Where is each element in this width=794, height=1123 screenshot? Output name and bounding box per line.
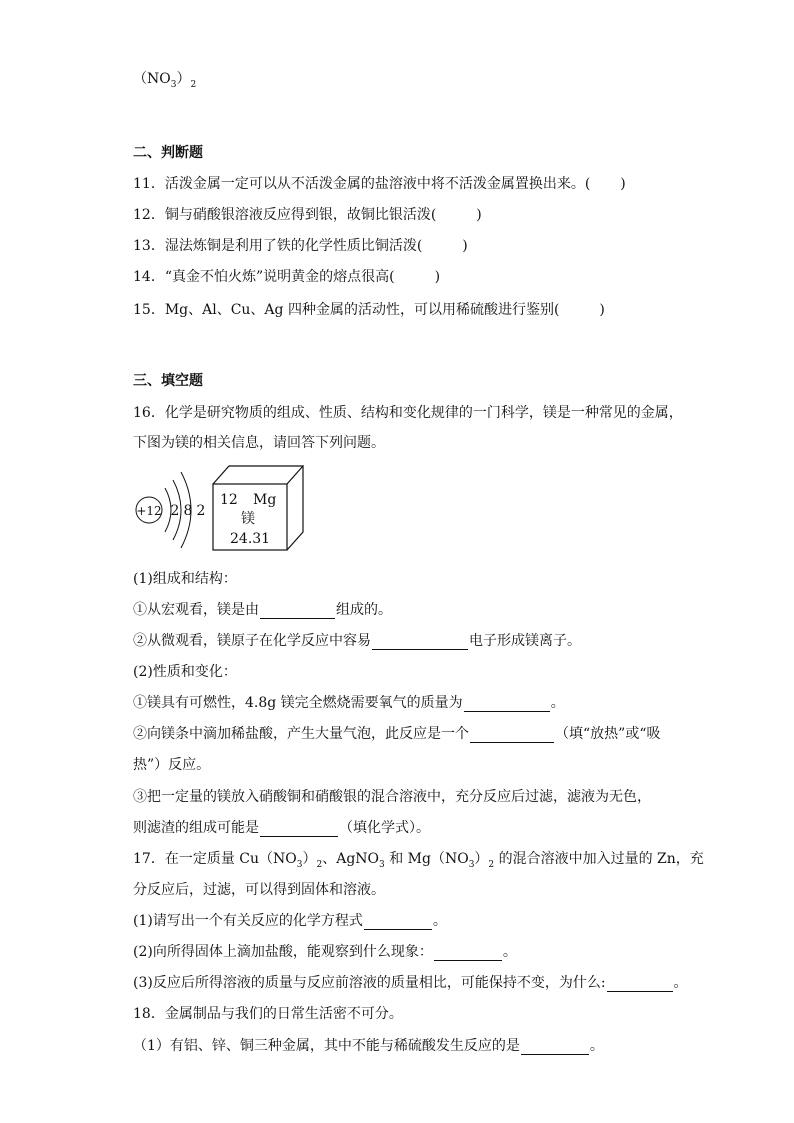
judge-close: ) — [599, 302, 605, 318]
judge-text: 11．活泼金属一定可以从不活泼金属的盐溶液中将不活泼金属置换出来。( — [133, 176, 591, 192]
q18-sub1 — [133, 1035, 604, 1055]
element-symbol: Mg — [253, 492, 277, 508]
fragment-sub2: 2 — [190, 79, 197, 90]
judge-close: ) — [462, 238, 468, 254]
q17-text: ） — [302, 851, 317, 867]
section-judge-title: 二、判断题 — [133, 145, 203, 161]
q17-text: ） — [474, 851, 489, 867]
q16-part1-title: (1)组成和结构： — [133, 571, 237, 587]
q16-part2b-end: （填“放热”或“吸 — [555, 726, 661, 742]
judge-close: ) — [476, 207, 482, 223]
judge-text: 15．Mg、Al、Cu、Ag 四种金属的活动性，可以用稀硫酸进行鉴别( — [133, 302, 560, 318]
answer-blank[interactable] — [260, 602, 335, 619]
q16-part2c-line2 — [133, 817, 430, 837]
judge-item-13 — [133, 235, 468, 255]
shell-1-electrons: 2 — [170, 503, 180, 519]
q16-part1a-end: 组成的。 — [336, 602, 392, 618]
q17-sub: 3 — [379, 859, 385, 870]
q16-part2b-cont: 热”）反应。 — [133, 757, 211, 773]
q16-part2b — [133, 723, 660, 743]
judge-item-12 — [133, 204, 482, 224]
fragment-text: （NO — [133, 71, 171, 87]
answer-blank[interactable] — [372, 633, 468, 650]
q17-sub2-end: 。 — [502, 944, 517, 960]
q16-stem-line2: 下图为镁的相关信息，请回答下列问题。 — [133, 435, 385, 451]
q17-text: 17．在一定质量 Cu（NO — [133, 851, 297, 867]
q16-part1b-end: 电子形成镁离子。 — [469, 633, 581, 649]
q16-part2-title: (2)性质和变化： — [133, 664, 237, 680]
q16-part1a-text: ①从宏观看，镁是由 — [133, 602, 259, 618]
q17-sub: 2 — [488, 859, 495, 870]
atomic-number: 12 — [220, 492, 238, 508]
q16-part2a-end: 。 — [550, 695, 565, 711]
q17-sub3-end: 。 — [673, 975, 688, 991]
atomic-mass: 24.31 — [230, 531, 271, 547]
q17-sub2 — [133, 941, 517, 961]
q16-stem-line1: 16．化学是研究物质的组成、性质、结构和变化规律的一门科学，镁是一种常见的金属， — [133, 405, 683, 421]
answer-blank[interactable] — [521, 1038, 589, 1055]
magnesium-info-figure — [133, 462, 313, 557]
judge-item-11 — [133, 173, 626, 193]
top-formula-fragment — [133, 68, 196, 90]
q16-part2b-text: ②向镁条中滴加稀盐酸，产生大量气泡，此反应是一个 — [133, 726, 469, 742]
q17-sub: 2 — [316, 859, 323, 870]
q17-stem-line1 — [133, 848, 704, 870]
q16-part2c-line1: ③把一定量的镁放入硝酸铜和硝酸银的混合溶液中，充分反应后过滤，滤液为无色， — [133, 789, 651, 805]
q16-part1a — [133, 599, 392, 619]
q16-part2a — [133, 692, 565, 712]
answer-blank[interactable] — [607, 975, 673, 992]
q17-sub: 3 — [468, 859, 475, 870]
judge-text: 14．“真金不怕火炼”说明黄金的熔点很高( — [133, 269, 395, 285]
judge-item-15 — [133, 299, 605, 319]
q17-text: 和 Mg（NO — [384, 851, 469, 867]
q16-part2c-text: 则滤渣的组成可能是 — [133, 820, 259, 836]
shell-2-electrons: 8 — [183, 503, 193, 519]
q18-sub1-text: （1）有铝、锌、铜三种金属，其中不能与稀硫酸发生反应的是 — [133, 1038, 520, 1054]
fragment-text-end: ） — [176, 71, 191, 87]
q17-stem-line2: 分反应后，过滤，可以得到固体和溶液。 — [133, 882, 385, 898]
answer-blank[interactable] — [260, 820, 338, 837]
section-fill-title: 三、填空题 — [133, 373, 203, 389]
answer-blank[interactable] — [470, 726, 554, 743]
q17-sub3-text: (3)反应后所得溶液的质量与反应前溶液的质量相比，可能保持不变，为什么: — [133, 975, 606, 991]
judge-text: 12．铜与硝酸银溶液反应得到银，故铜比银活泼( — [133, 207, 437, 223]
answer-blank[interactable] — [434, 944, 502, 961]
q17-sub3 — [133, 972, 688, 992]
q17-sub2-text: (2)向所得固体上滴加盐酸，能观察到什么现象： — [133, 944, 433, 960]
shell-3-electrons: 2 — [196, 503, 206, 519]
q16-part1b — [133, 630, 581, 650]
fragment-sub: 3 — [170, 79, 177, 90]
element-name: 镁 — [241, 511, 255, 527]
judge-text: 13．湿法炼铜是利用了铁的化学性质比铜活泼( — [133, 238, 423, 254]
q17-text: 的混合溶液中加入过量的 Zn，充 — [494, 851, 704, 867]
q16-part2c-end: （填化学式）。 — [339, 820, 430, 836]
q17-sub1 — [133, 910, 447, 930]
judge-item-14 — [133, 266, 440, 286]
q16-part1b-text: ②从微观看，镁原子在化学反应中容易 — [133, 633, 371, 649]
q18-stem: 18．金属制品与我们的日常生活密不可分。 — [133, 1006, 403, 1022]
nucleus-label: +12 — [136, 504, 162, 518]
q17-sub1-end: 。 — [432, 913, 447, 929]
q17-sub: 3 — [296, 859, 303, 870]
answer-blank[interactable] — [464, 695, 550, 712]
q17-sub1-text: (1)请写出一个有关反应的化学方程式 — [133, 913, 363, 929]
judge-close: ) — [620, 176, 626, 192]
q18-sub1-end: 。 — [589, 1038, 604, 1054]
judge-close: ) — [434, 269, 441, 285]
answer-blank[interactable] — [364, 913, 432, 930]
q17-text: 、AgNO — [322, 851, 380, 867]
q16-part2a-text: ①镁具有可燃性，4.8g 镁完全燃烧需要氧气的质量为 — [133, 695, 463, 711]
